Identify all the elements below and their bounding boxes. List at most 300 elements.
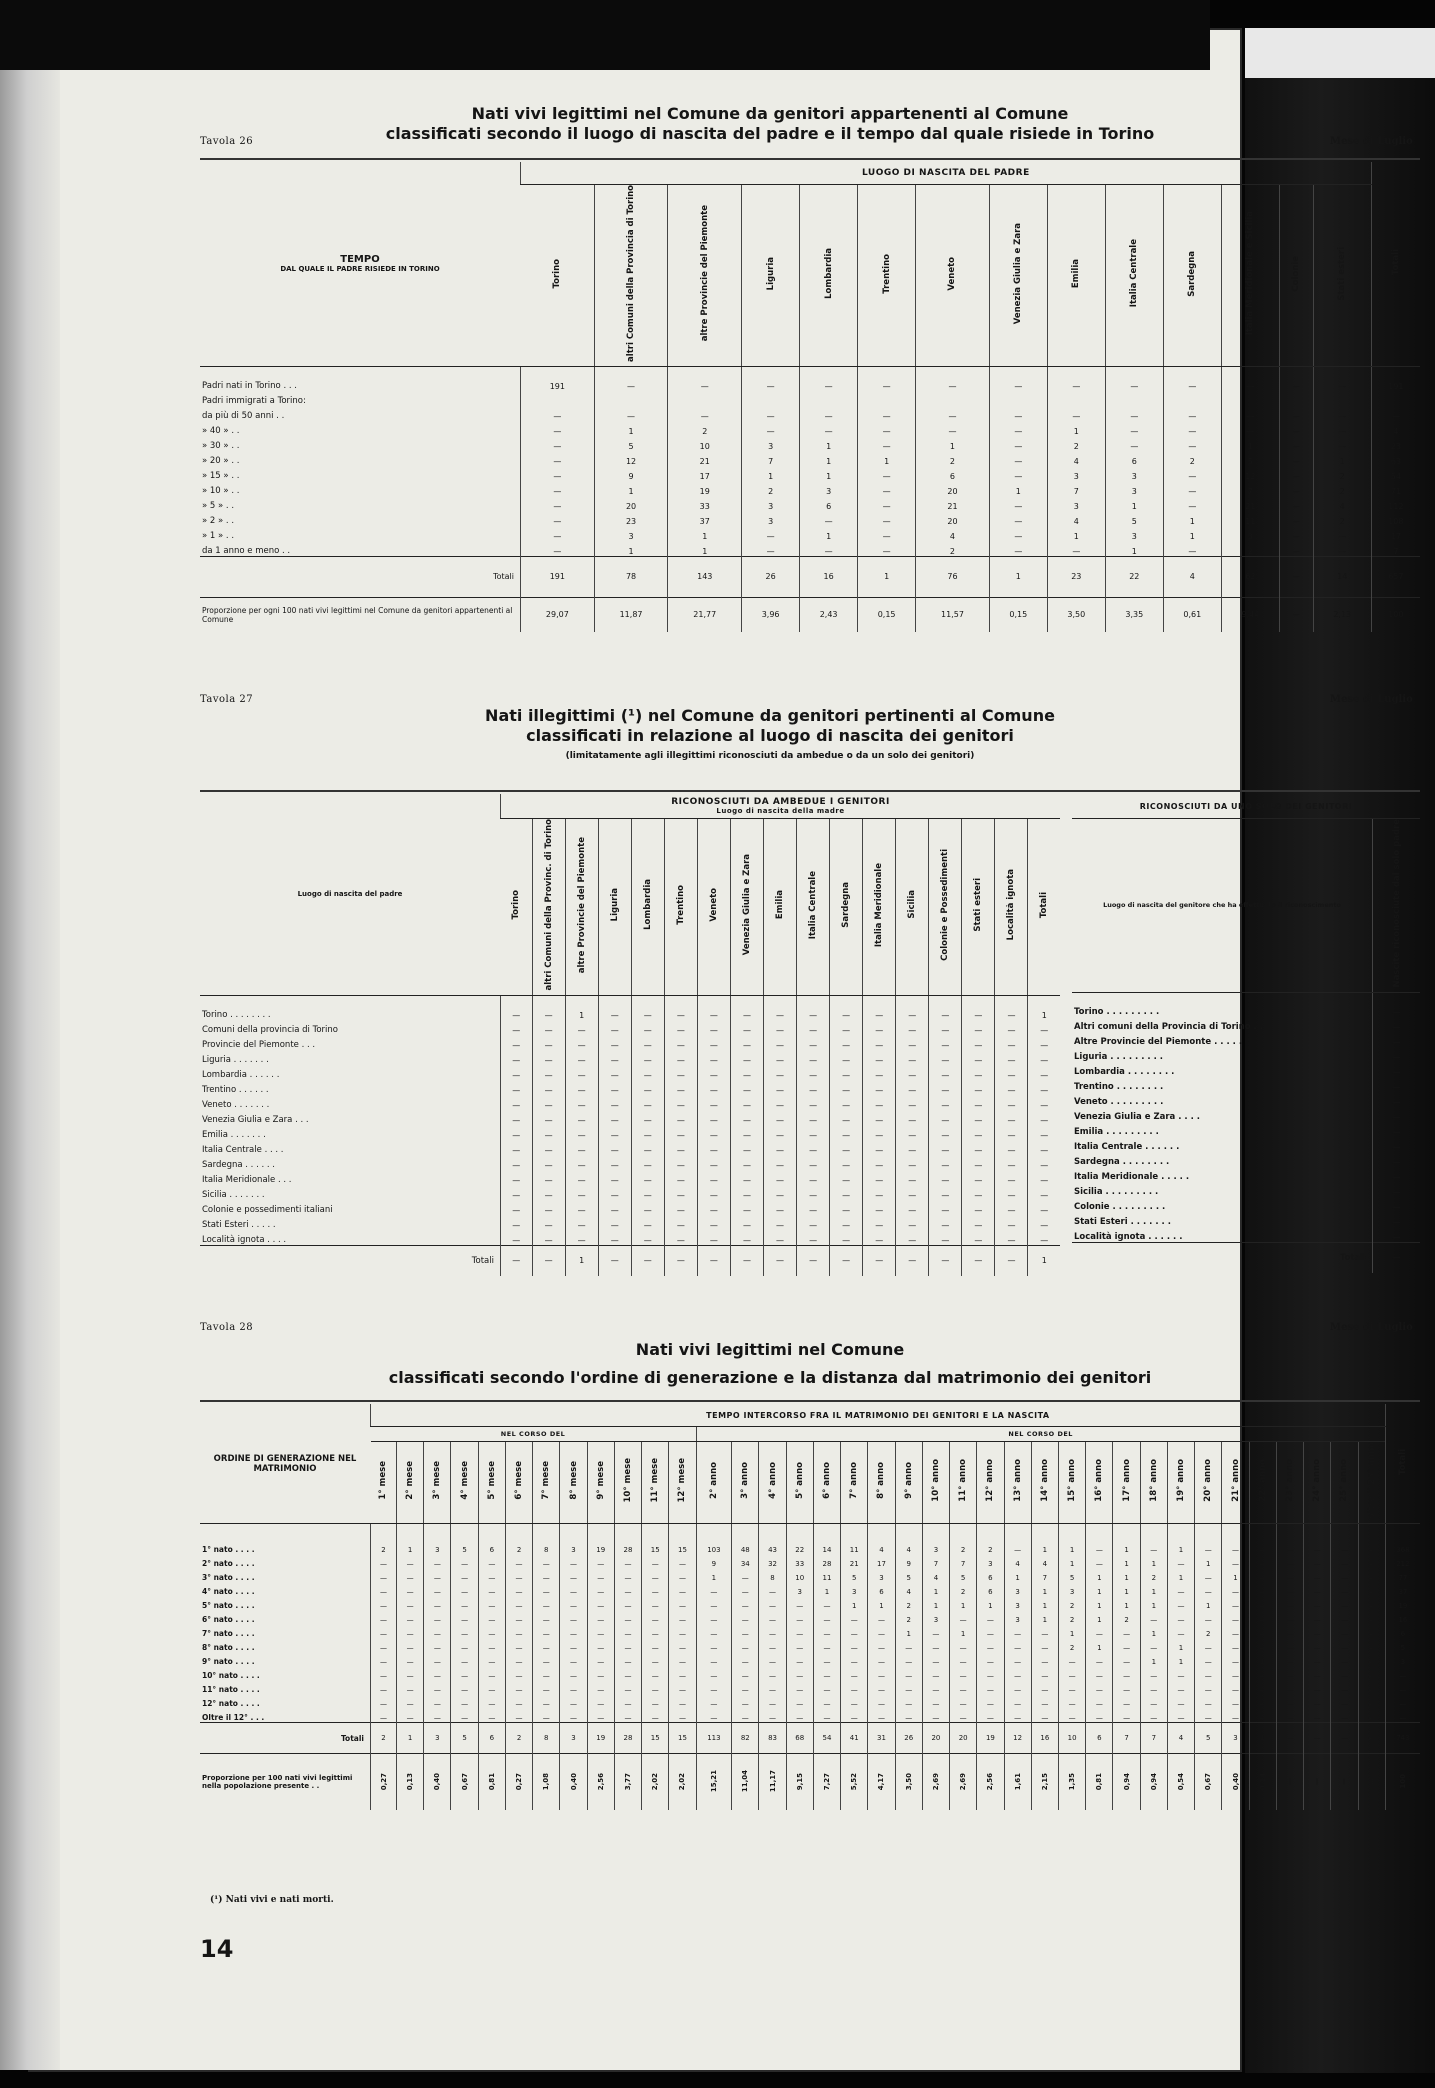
cell: — xyxy=(614,1708,641,1723)
cell: — xyxy=(929,1035,962,1050)
cell: — xyxy=(642,1596,669,1610)
cell: — xyxy=(501,1050,533,1065)
cell: — xyxy=(989,421,1047,436)
t26-col-3-text: Liguria xyxy=(765,256,776,291)
cell: — xyxy=(1086,1694,1113,1708)
cell: — xyxy=(587,1666,614,1680)
table-row xyxy=(200,1170,1060,1185)
cell: 54 xyxy=(1371,466,1420,481)
t26-col-5 xyxy=(858,185,916,367)
cell: — xyxy=(1276,1554,1303,1568)
cell: 3 xyxy=(424,1524,451,1555)
total-cell: 1 xyxy=(1249,1723,1276,1754)
cell: — xyxy=(505,1652,532,1666)
binding-shadow xyxy=(0,30,60,2070)
t28-col-14 xyxy=(759,1442,786,1524)
cell: 19 xyxy=(1385,1596,1420,1610)
cell: 3 xyxy=(1004,1582,1031,1596)
cell: — xyxy=(1331,1582,1358,1596)
proportion-cell xyxy=(895,1754,922,1811)
cell: 5 xyxy=(1385,1638,1420,1652)
cell: — xyxy=(797,1140,830,1155)
cell: — xyxy=(1373,1212,1421,1227)
cell: — xyxy=(697,1020,730,1035)
cell: — xyxy=(1004,1524,1031,1555)
t28-col-20-text: 10° anno xyxy=(930,1459,941,1502)
t28-col-15 xyxy=(786,1442,813,1524)
cell: — xyxy=(1279,541,1313,557)
cell: — xyxy=(1249,1554,1276,1568)
row-label: Sardegna . . . . . . xyxy=(202,1159,275,1170)
cell: — xyxy=(664,1230,697,1246)
t28-col-7-text: 8° mese xyxy=(568,1461,579,1500)
cell: — xyxy=(868,1638,895,1652)
cell: — xyxy=(1279,526,1313,541)
row-label: Sicilia . . . . . . . . . xyxy=(1074,1186,1159,1197)
cell: — xyxy=(1222,1610,1249,1624)
cell: — xyxy=(664,1050,697,1065)
cell: — xyxy=(424,1638,451,1652)
cell: — xyxy=(397,1638,424,1652)
cell: — xyxy=(896,1050,929,1065)
cell: — xyxy=(929,1155,962,1170)
total-cell: — xyxy=(730,1245,763,1276)
cell: — xyxy=(1105,436,1163,451)
cell: — xyxy=(1221,406,1279,421)
cell xyxy=(594,391,668,406)
cell: 11 xyxy=(1221,511,1279,526)
cell: — xyxy=(863,1065,896,1080)
cell: — xyxy=(614,1666,641,1680)
cell: — xyxy=(1086,1554,1113,1568)
cell: — xyxy=(950,1708,977,1723)
cell: — xyxy=(1222,1624,1249,1638)
proportion-value: 3,77 xyxy=(623,1772,632,1790)
cell: — xyxy=(1028,1215,1060,1230)
cell: — xyxy=(863,1155,896,1170)
cell: — xyxy=(977,1694,1004,1708)
cell: — xyxy=(922,1624,949,1638)
cell: — xyxy=(560,1680,587,1694)
row-label: 11° nato . . . . xyxy=(202,1685,260,1695)
cell xyxy=(1371,391,1420,406)
cell: — xyxy=(977,1680,1004,1694)
table-row xyxy=(200,1080,1060,1095)
cell: — xyxy=(929,1170,962,1185)
cell: — xyxy=(730,1170,763,1185)
cell xyxy=(989,391,1047,406)
cell: — xyxy=(962,1200,995,1215)
t26-col-9 xyxy=(1105,185,1163,367)
cell: — xyxy=(521,466,595,481)
total-cell: 657 xyxy=(1371,556,1420,597)
cell: — xyxy=(830,1200,863,1215)
cell: — xyxy=(995,995,1028,1020)
cell: — xyxy=(800,541,858,557)
proportion-cell xyxy=(922,1754,949,1811)
t28-col-3-text: 4° mese xyxy=(459,1461,470,1500)
table-row xyxy=(1072,1137,1420,1152)
row-label: » 2 » . . xyxy=(202,515,235,526)
t26-col-13 xyxy=(1313,185,1371,367)
proportion-cell xyxy=(1113,1754,1140,1811)
cell: — xyxy=(451,1638,478,1652)
t27-col-9 xyxy=(797,819,830,996)
t27-col-8 xyxy=(763,819,796,996)
cell: — xyxy=(896,1215,929,1230)
t28-col-21-text: 11° anno xyxy=(958,1459,969,1502)
cell: — xyxy=(1163,466,1221,481)
proportion-value: 7,27 xyxy=(822,1772,831,1790)
t26-stub-header xyxy=(200,162,521,366)
cell: — xyxy=(813,1708,840,1723)
cell: — xyxy=(696,1596,732,1610)
cell xyxy=(1221,391,1279,406)
cell: — xyxy=(922,1708,949,1723)
cell: 1 xyxy=(1028,995,1060,1020)
cell: — xyxy=(505,1582,532,1596)
cell: — xyxy=(1222,1554,1249,1568)
cell: — xyxy=(560,1582,587,1596)
cell: 12 xyxy=(594,451,668,466)
total-cell: — xyxy=(763,1245,796,1276)
cell: — xyxy=(813,1652,840,1666)
cell: — xyxy=(1358,1554,1385,1568)
total-cell: 15 xyxy=(669,1723,696,1754)
cell: 1 xyxy=(1140,1624,1167,1638)
total-cell: 4 xyxy=(1163,556,1221,597)
cell: — xyxy=(587,1610,614,1624)
proportion-cell xyxy=(696,1754,732,1811)
cell: — xyxy=(1167,1666,1194,1680)
cell: — xyxy=(868,1680,895,1694)
cell: 1 xyxy=(813,1582,840,1596)
cell: — xyxy=(505,1610,532,1624)
cell: — xyxy=(631,1050,664,1065)
cell: 37 xyxy=(668,511,742,526)
cell: — xyxy=(614,1680,641,1694)
cell: — xyxy=(1113,1708,1140,1723)
cell: — xyxy=(830,1050,863,1065)
cell: — xyxy=(813,1638,840,1652)
t26-title-line1: Nati vivi legittimi nel Comune da genitori appartenenti al Comune xyxy=(471,104,1069,123)
cell: 2 xyxy=(1195,1624,1222,1638)
table-row xyxy=(200,1694,1420,1708)
cell: 9 xyxy=(696,1554,732,1568)
table-row xyxy=(1072,1047,1420,1062)
row-label: 4° nato . . . . xyxy=(202,1587,255,1597)
proportion-cell xyxy=(1222,1754,1249,1811)
cell: — xyxy=(697,1050,730,1065)
t28-col-10 xyxy=(642,1442,669,1524)
proportion-value: 15,21 xyxy=(709,1770,718,1793)
cell: 1 xyxy=(696,1568,732,1582)
cell: — xyxy=(929,1200,962,1215)
proportion-cell xyxy=(371,1754,397,1811)
t28-col-23-text: 13° anno xyxy=(1012,1459,1023,1502)
cell: — xyxy=(1313,421,1371,436)
cell: — xyxy=(813,1666,840,1680)
proportion-value: 0,81 xyxy=(487,1772,496,1790)
t26-title xyxy=(320,104,1220,144)
cell: 5 xyxy=(950,1568,977,1582)
proportion-cell xyxy=(505,1754,532,1811)
cell: — xyxy=(763,1125,796,1140)
proportion-value: 11,04 xyxy=(741,1770,750,1793)
table-row xyxy=(1072,1077,1420,1092)
cell: — xyxy=(1004,1708,1031,1723)
cell: — xyxy=(800,511,858,526)
cell: 4 xyxy=(895,1582,922,1596)
cell: — xyxy=(598,1185,631,1200)
total-cell: — xyxy=(664,1245,697,1276)
proportion-cell xyxy=(786,1754,813,1811)
proportion-cell xyxy=(397,1754,424,1811)
cell: — xyxy=(565,1050,598,1065)
total-cell: — xyxy=(598,1245,631,1276)
cell: — xyxy=(560,1666,587,1680)
cell: 17 xyxy=(868,1554,895,1568)
cell: — xyxy=(533,1624,560,1638)
cell: — xyxy=(868,1694,895,1708)
cell: — xyxy=(995,1110,1028,1125)
t27-col-8-text: Emilia xyxy=(775,890,786,920)
cell: — xyxy=(830,1140,863,1155)
cell: — xyxy=(631,1095,664,1110)
proportion-cell: 0,15 xyxy=(858,597,916,632)
cell: 8 xyxy=(533,1524,560,1555)
t28-title-line2: classificati secondo l'ordine di generazione e la distanza dal matrimonio dei genitori xyxy=(388,1368,1152,1387)
cell: 5 xyxy=(895,1568,922,1582)
cell: — xyxy=(962,1155,995,1170)
cell: — xyxy=(1276,1680,1303,1694)
t27-group1-sub: Luogo di nascita della madre xyxy=(716,807,845,815)
cell: — xyxy=(730,1080,763,1095)
t28-stub-header: ORDINE DI GENERAZIONE NEL MATRIMONIO xyxy=(200,1404,371,1524)
cell: — xyxy=(669,1582,696,1596)
cell: — xyxy=(1313,436,1371,451)
cell: — xyxy=(977,1610,1004,1624)
cell: — xyxy=(797,1215,830,1230)
cell xyxy=(1163,391,1221,406)
t27-col-11-text: Italia Meridionale xyxy=(874,862,885,947)
cell: — xyxy=(763,1215,796,1230)
table-row xyxy=(200,1610,1420,1624)
cell: — xyxy=(800,421,858,436)
cell: 7 xyxy=(950,1554,977,1568)
cell: — xyxy=(1313,541,1371,557)
cell: — xyxy=(1195,1680,1222,1694)
cell: 21 xyxy=(668,451,742,466)
t28-title-line1: Nati vivi legittimi nel Comune xyxy=(635,1340,905,1359)
cell xyxy=(1047,391,1105,406)
cell: — xyxy=(532,1080,565,1095)
cell: 1 xyxy=(1221,436,1279,451)
cell: 3 xyxy=(977,1554,1004,1568)
cell: — xyxy=(1304,1638,1331,1652)
cell: — xyxy=(1373,1227,1421,1243)
cell: — xyxy=(962,1020,995,1035)
cell: — xyxy=(763,1080,796,1095)
cell: — xyxy=(797,1200,830,1215)
cell: — xyxy=(501,1155,533,1170)
cell: 1 xyxy=(1058,1554,1085,1568)
cell: — xyxy=(521,436,595,451)
row-label: 10° nato . . . . xyxy=(202,1671,260,1681)
cell: — xyxy=(565,1095,598,1110)
row-label: Italia Centrale . . . . xyxy=(202,1144,284,1155)
cell: — xyxy=(1279,406,1313,421)
total-cell: — xyxy=(631,1245,664,1276)
cell: — xyxy=(697,1170,730,1185)
cell: — xyxy=(1028,1140,1060,1155)
cell: 1 xyxy=(1113,1596,1140,1610)
cell: — xyxy=(1331,1554,1358,1568)
table-row xyxy=(200,1582,1420,1596)
cell: — xyxy=(424,1596,451,1610)
cell: — xyxy=(533,1694,560,1708)
cell: — xyxy=(533,1666,560,1680)
cell: — xyxy=(451,1708,478,1723)
cell: 1 xyxy=(594,541,668,557)
proportion-value: 2,02 xyxy=(651,1772,660,1790)
proportion-cell xyxy=(1004,1754,1031,1811)
cell: — xyxy=(868,1666,895,1680)
cell: — xyxy=(521,526,595,541)
table-row xyxy=(200,1155,1060,1170)
cell: — xyxy=(598,1020,631,1035)
total-cell: 26 xyxy=(742,556,800,597)
proportion-cell xyxy=(1331,1754,1358,1811)
t28-col-19 xyxy=(895,1442,922,1524)
proportion-value: 0,14 xyxy=(1258,1772,1267,1790)
cell: 2 xyxy=(1313,466,1371,481)
cell: — xyxy=(732,1624,759,1638)
t28-col-17 xyxy=(841,1442,868,1524)
t26-col-10-text: Sardegna xyxy=(1187,250,1198,297)
cell: — xyxy=(371,1666,397,1680)
t28-col-30 xyxy=(1195,1442,1222,1524)
cell: — xyxy=(614,1652,641,1666)
cell: 2 xyxy=(1140,1568,1167,1582)
total-cell: 3 xyxy=(560,1723,587,1754)
total-cell: 14 xyxy=(1313,556,1371,597)
cell: 4 xyxy=(1004,1554,1031,1568)
cell: 1 xyxy=(895,1624,922,1638)
cell: — xyxy=(730,1185,763,1200)
cell: — xyxy=(371,1554,397,1568)
t26-col-5-text: Trentino xyxy=(881,253,892,294)
cell: 11 xyxy=(813,1568,840,1582)
cell: — xyxy=(1113,1694,1140,1708)
cell: — xyxy=(397,1610,424,1624)
cell: — xyxy=(1385,1708,1420,1723)
cell: — xyxy=(863,1170,896,1185)
cell: — xyxy=(977,1666,1004,1680)
t28-group-header: TEMPO INTERCORSO FRA IL MATRIMONIO DEI GENITORI E LA NASCITA xyxy=(371,1404,1386,1427)
cell: — xyxy=(1304,1610,1331,1624)
cell: — xyxy=(501,1200,533,1215)
cell: — xyxy=(631,1125,664,1140)
cell: — xyxy=(1163,436,1221,451)
t28-col-22-text: 12° anno xyxy=(985,1459,996,1502)
cell: — xyxy=(732,1680,759,1694)
total-cell: 19 xyxy=(977,1723,1004,1754)
cell: — xyxy=(759,1610,786,1624)
cell: — xyxy=(759,1708,786,1723)
t26-label: Tavola 26 xyxy=(200,136,254,147)
cell: — xyxy=(451,1610,478,1624)
total-cell: 5 xyxy=(1195,1723,1222,1754)
proportion-cell xyxy=(478,1754,505,1811)
cell: — xyxy=(424,1708,451,1723)
cell xyxy=(1105,391,1163,406)
cell: — xyxy=(1222,1708,1249,1723)
cell: — xyxy=(858,406,916,421)
t27-col-15 xyxy=(995,819,1028,996)
cell: — xyxy=(896,995,929,1020)
table-row xyxy=(200,421,1420,436)
row-label: » 20 » . . xyxy=(202,455,240,466)
cell: 5 xyxy=(841,1568,868,1582)
cell: — xyxy=(587,1708,614,1723)
t27-col-10-text: Sardegna xyxy=(841,881,852,928)
cell: — xyxy=(424,1610,451,1624)
cell: 6 xyxy=(1105,451,1163,466)
cell: — xyxy=(565,1230,598,1246)
cell: — xyxy=(1373,1017,1421,1032)
cell: — xyxy=(532,1185,565,1200)
cell: — xyxy=(995,1020,1028,1035)
cell: — xyxy=(895,1694,922,1708)
t26-stub-title: TEMPO xyxy=(340,254,380,266)
cell: — xyxy=(451,1554,478,1568)
cell: 28 xyxy=(813,1554,840,1568)
cell: — xyxy=(797,1020,830,1035)
cell: — xyxy=(995,1065,1028,1080)
cell: — xyxy=(1331,1680,1358,1694)
table-row xyxy=(1072,1092,1420,1107)
t28-col-34 xyxy=(1304,1442,1331,1524)
cell: — xyxy=(598,995,631,1020)
t26-col-7 xyxy=(989,185,1047,367)
cell: 1 xyxy=(800,466,858,481)
cell: 5 xyxy=(1221,451,1279,466)
total-cell: 1 xyxy=(565,1245,598,1276)
table-row xyxy=(200,1568,1420,1582)
cell: — xyxy=(1358,1694,1385,1708)
cell: — xyxy=(800,406,858,421)
t28-col-27 xyxy=(1113,1442,1140,1524)
footnote: (¹) Nati vivi e nati morti. xyxy=(210,1895,334,1905)
table-row xyxy=(200,1554,1420,1568)
t28-title xyxy=(370,1340,1170,1388)
proportion-cell: 21,77 xyxy=(668,597,742,632)
proportion-cell: 9,44 xyxy=(1221,597,1279,632)
cell: — xyxy=(1163,406,1221,421)
cell: — xyxy=(565,1125,598,1140)
proportion-value: 100 xyxy=(1398,1773,1407,1789)
cell: 4 xyxy=(922,1568,949,1582)
cell: — xyxy=(759,1680,786,1694)
cell: — xyxy=(1086,1680,1113,1694)
cell: — xyxy=(797,1080,830,1095)
cell: — xyxy=(1222,1694,1249,1708)
cell: 3 xyxy=(841,1582,868,1596)
cell: — xyxy=(1028,1095,1060,1110)
cell: 22 xyxy=(786,1524,813,1555)
row-label: » 15 » . . xyxy=(202,470,240,481)
